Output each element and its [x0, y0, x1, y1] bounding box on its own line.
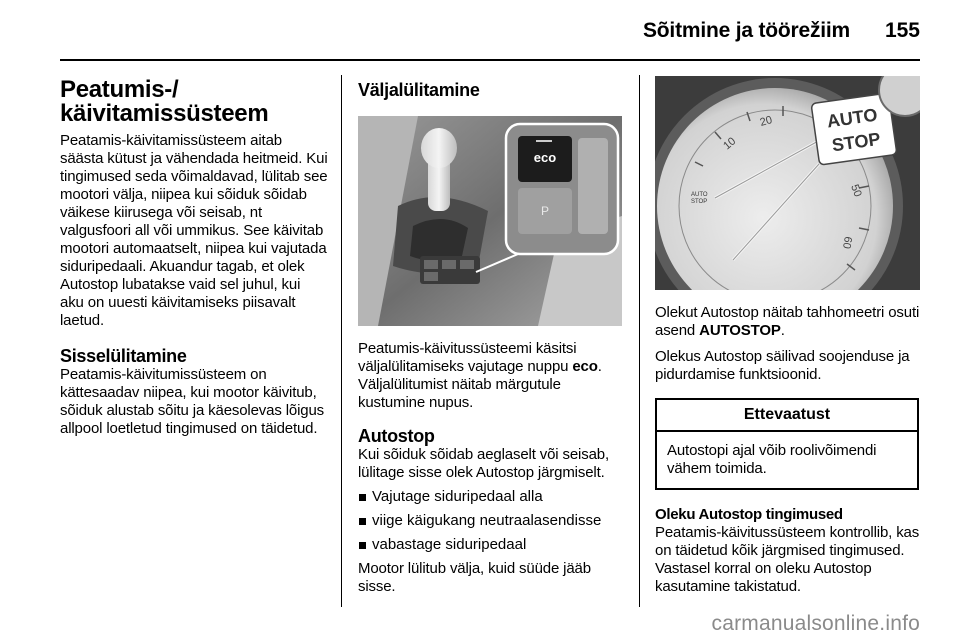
- gear-shift-console-photo: [358, 116, 622, 326]
- autostop-inline-label: AUTOSTOP: [699, 322, 781, 339]
- svg-text:P: P: [540, 204, 550, 218]
- caution-text: Autostopi ajal võib roolivõimendi vähem toimida.: [667, 442, 877, 477]
- chapter-title: Sõitmine ja töörežiim: [643, 19, 850, 42]
- caution-title: Ettevaatust: [657, 400, 917, 432]
- column-1: [60, 72, 328, 438]
- sisselulitamine-paragraph: Peatamis-käivitumissüsteem on kättesaadav niipea, kui mootor käivitub, sõiduk alustab sõitu ja käesolevas lõigus allpool loetletud tingimused on täidetud.: [60, 366, 325, 437]
- subheading-autostop-conditions: Oleku Autostop tingimused: [655, 506, 843, 523]
- gauge-number-60: 60: [839, 235, 854, 250]
- header-divider: [60, 59, 920, 61]
- list-item: Vajutage siduripedaal alla: [358, 488, 622, 506]
- svg-text:AUTO: AUTO: [691, 192, 708, 198]
- autostop-indicator-line2: STOP: [830, 128, 882, 156]
- gauge-number-10: 10: [721, 135, 739, 153]
- svg-text:STOP: STOP: [691, 199, 708, 205]
- column-3: [655, 72, 923, 596]
- column-2: [358, 72, 622, 596]
- column-divider-2: [639, 75, 640, 607]
- page-header: [0, 0, 960, 60]
- gauge-number-50: 50: [848, 182, 864, 199]
- column-divider-1: [341, 75, 342, 607]
- section-heading-peatumis: Peatumis-/ käivitamissüsteem: [60, 76, 269, 127]
- autostop-steps-list: [358, 488, 622, 554]
- autostop-conditions-paragraph: Peatamis-käivitussüsteem kontrollib, kas on täidetud kõik järgmised tingimused. Vastasel korral on oleku Autostop kasutamine takistatud.: [655, 524, 920, 595]
- gauge-number-20: 20: [758, 114, 774, 129]
- eco-button-label: eco: [533, 150, 557, 165]
- eco-inline-label: eco: [572, 358, 598, 375]
- intro-paragraph: Peatamis-käivitamissüsteem aitab säästa kütust ja vähendada heitmeid. Kui tingimused seda võimaldavad, lülitab see mootori välja, niipea kui sõiduk sõidab väikese kiirusega või seisab, nt valgusfoori all või ummikus. See käivitab mootori automaatselt, niipea kui vajutada siduripedaali. Akuandur tagab, et olek Autostop lubatakse vaid sel juhul, kui aku on uuesti käivitamiseks piisavalt laetud.: [60, 132, 328, 329]
- caution-box: [655, 398, 919, 490]
- valjalulitamine-paragraph: Peatumis-käivitussüsteemi käsitsi väljalülitamiseks vajutage nuppu eco. Väljalülitumist näitab märgutule kustumine nupus.: [358, 340, 602, 411]
- autostop-indicator-paragraph: Olekut Autostop näitab tahhomeetri osuti asend AUTOSTOP.: [655, 304, 920, 339]
- subheading-autostop: Autostop: [358, 426, 435, 446]
- section-heading-valjalulitamine: Väljalülitamine: [358, 80, 480, 100]
- page-number: 155: [884, 19, 920, 42]
- engine-off-paragraph: Mootor lülitub välja, kuid süüde jääb sisse.: [358, 560, 591, 595]
- autostop-indicator-line1: AUTO: [825, 104, 879, 132]
- watermark: carmanualsonline.info: [711, 612, 920, 635]
- list-item: vabastage siduripedaal: [358, 536, 622, 554]
- autostop-paragraph: Kui sõiduk sõidab aeglaselt või seisab, lülitage sisse olek Autostop järgmiselt.: [358, 446, 609, 481]
- list-item: viige käigukang neutraalasendisse: [358, 512, 622, 530]
- subheading-sisselulitamine: Sisselülitamine: [60, 346, 187, 366]
- tachometer-photo: [655, 76, 920, 290]
- autostop-functions-paragraph: Olekus Autostop säilivad soojenduse ja pidurdamise funktsioonid.: [655, 348, 910, 383]
